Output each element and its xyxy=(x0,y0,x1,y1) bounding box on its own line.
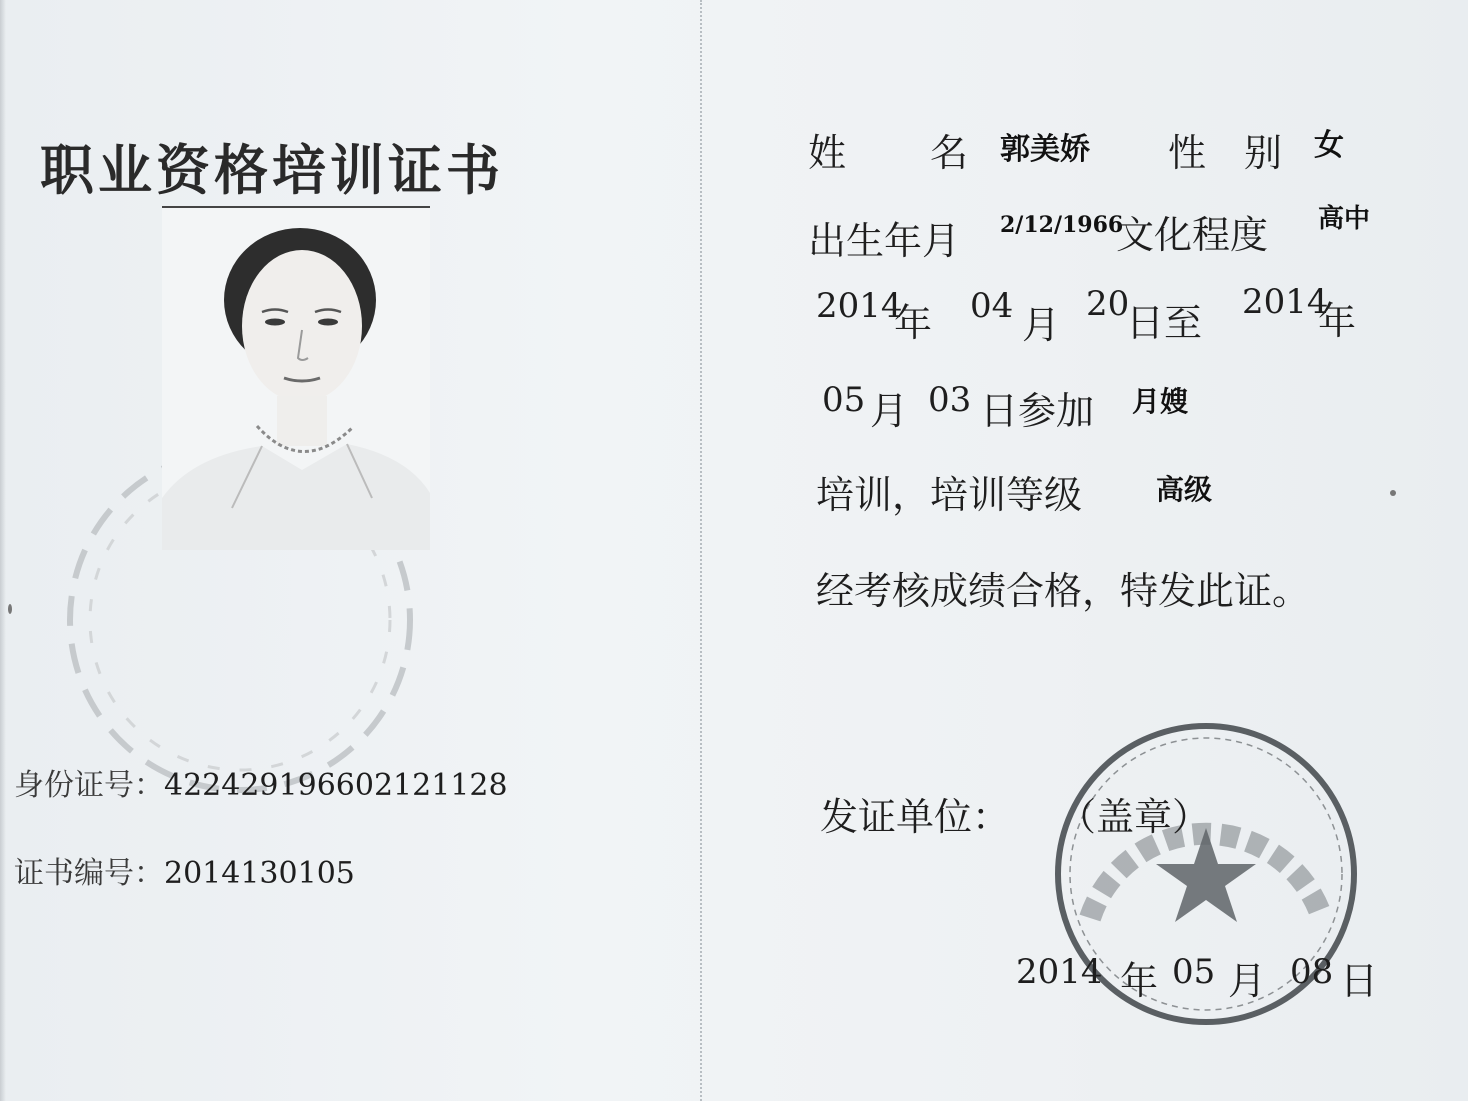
course-value: 月嫂 xyxy=(1132,385,1189,418)
portrait-photo-icon xyxy=(162,208,430,550)
end-year: 2014 xyxy=(1242,282,1329,322)
start-year: 2014 xyxy=(816,286,903,326)
certificate-number-label: 证书编号： xyxy=(14,856,164,891)
start-month-char: 月 xyxy=(1022,303,1061,347)
page-edge-shadow xyxy=(0,0,6,1101)
attend-text: 日参加 xyxy=(980,389,1095,433)
certificate-number-value: 2014130105 xyxy=(164,856,355,891)
gender-label: 性 别 xyxy=(1168,131,1283,175)
start-day: 20 xyxy=(1086,284,1130,324)
end-month-char: 月 xyxy=(870,389,909,433)
issue-day: 08 xyxy=(1290,952,1334,992)
end-day: 03 xyxy=(928,380,972,420)
id-number-row xyxy=(14,760,508,804)
name-label-first-char: 姓 xyxy=(808,131,847,175)
name-label-second-char: 名 xyxy=(930,131,969,175)
issue-month-char: 月 xyxy=(1228,959,1267,1003)
certificate-title: 职业资格培训证书 xyxy=(40,139,504,202)
training-level-value: 高级 xyxy=(1156,473,1213,506)
issue-month: 05 xyxy=(1172,952,1216,992)
birth-date-value: 2/12/1966 xyxy=(1000,212,1124,238)
center-fold-line xyxy=(700,0,702,1101)
certificate-number-row xyxy=(14,848,355,892)
seal-label: （盖章） xyxy=(1058,795,1211,839)
scan-speck xyxy=(1390,490,1396,496)
start-year-char: 年 xyxy=(894,301,933,345)
issue-year-char: 年 xyxy=(1120,959,1159,1003)
issue-day-char: 日 xyxy=(1340,959,1379,1003)
start-month: 04 xyxy=(970,286,1014,326)
issuer-label: 发证单位： xyxy=(820,795,1011,839)
education-value: 高中 xyxy=(1318,204,1371,234)
end-year-char: 年 xyxy=(1318,299,1357,343)
name-value: 郭美娇 xyxy=(1000,132,1090,167)
start-day-to: 日至 xyxy=(1126,301,1203,345)
end-month: 05 xyxy=(822,380,866,420)
birth-date-label: 出生年月 xyxy=(808,219,961,263)
id-number-label: 身份证号： xyxy=(14,768,164,803)
education-label: 文化程度 xyxy=(1116,213,1269,257)
training-level-label: 培训，培训等级 xyxy=(816,473,1083,517)
qualification-statement: 经考核成绩合格，特发此证。 xyxy=(816,569,1311,613)
scan-speck xyxy=(8,604,12,614)
issue-year: 2014 xyxy=(1016,952,1103,992)
portrait-photo xyxy=(162,206,430,550)
id-number-value: 422429196602121128 xyxy=(164,768,508,803)
gender-value: 女 xyxy=(1314,128,1344,163)
